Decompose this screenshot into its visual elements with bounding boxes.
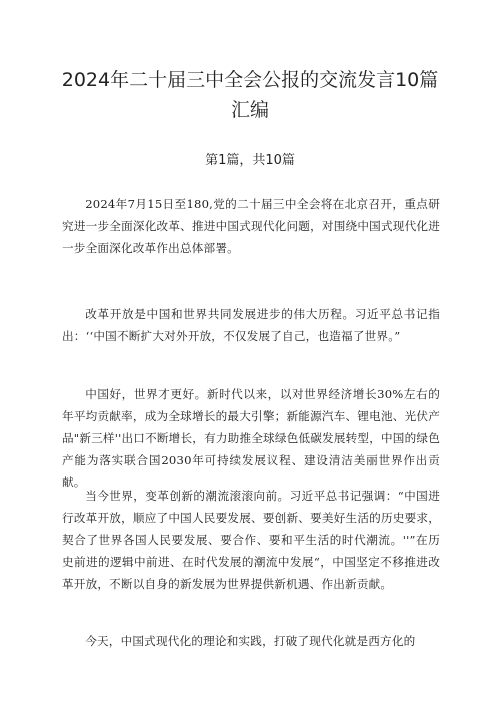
paragraph-4: 当今世界，变革创新的潮流滚滚向前。习近平总书记强调：“中国进行改革开放，顺应了中国人民要发展、要创新、要美好生活的历史要求，契合了世界各国人民要发展、要合作、要和平生活的时代潮流。''”在历史前进的逻辑中前进、在时代发展的潮流中发展“，中国坚定不移推进改革开放，不断以自身的新发展为世界提供新机遇、作出新贡献。 xyxy=(62,488,440,592)
document-title: 2024年二十届三中全会公报的交流发言10篇汇编 xyxy=(61,69,439,121)
paragraph-1: 2024年7月15日至180,党的二十届三中全会将在北京召开，重点研究进一步全面深化改革、推进中国式现代化问题，对围绕中国式现代化进一步全面深化改革作出总体部署。 xyxy=(62,196,440,255)
paragraph-5: 今天，中国式现代化的理论和实践，打破了现代化就是西方化的 xyxy=(85,633,416,648)
paragraph-2: 改革开放是中国和世界共同发展进步的伟大历程。习近平总书记指出：‘‘中国不断扩大对外开放，不仅发展了自己，也造福了世界。” xyxy=(62,306,440,343)
paragraph-3: 中国好，世界才更好。新时代以来，以对世界经济增长30%左右的年平均贡献率，成为全球增长的最大引擎；新能源汽车、锂电池、光伏产品"新三样''出口不断增长，有力助推全球绿色低碳发展转型，中国的绿色产能为落实联合国2030年可持续发展议程、建设清洁美丽世界作出贡献。 xyxy=(62,386,440,490)
document-subtitle: 第1篇，共10篇 xyxy=(205,153,295,168)
